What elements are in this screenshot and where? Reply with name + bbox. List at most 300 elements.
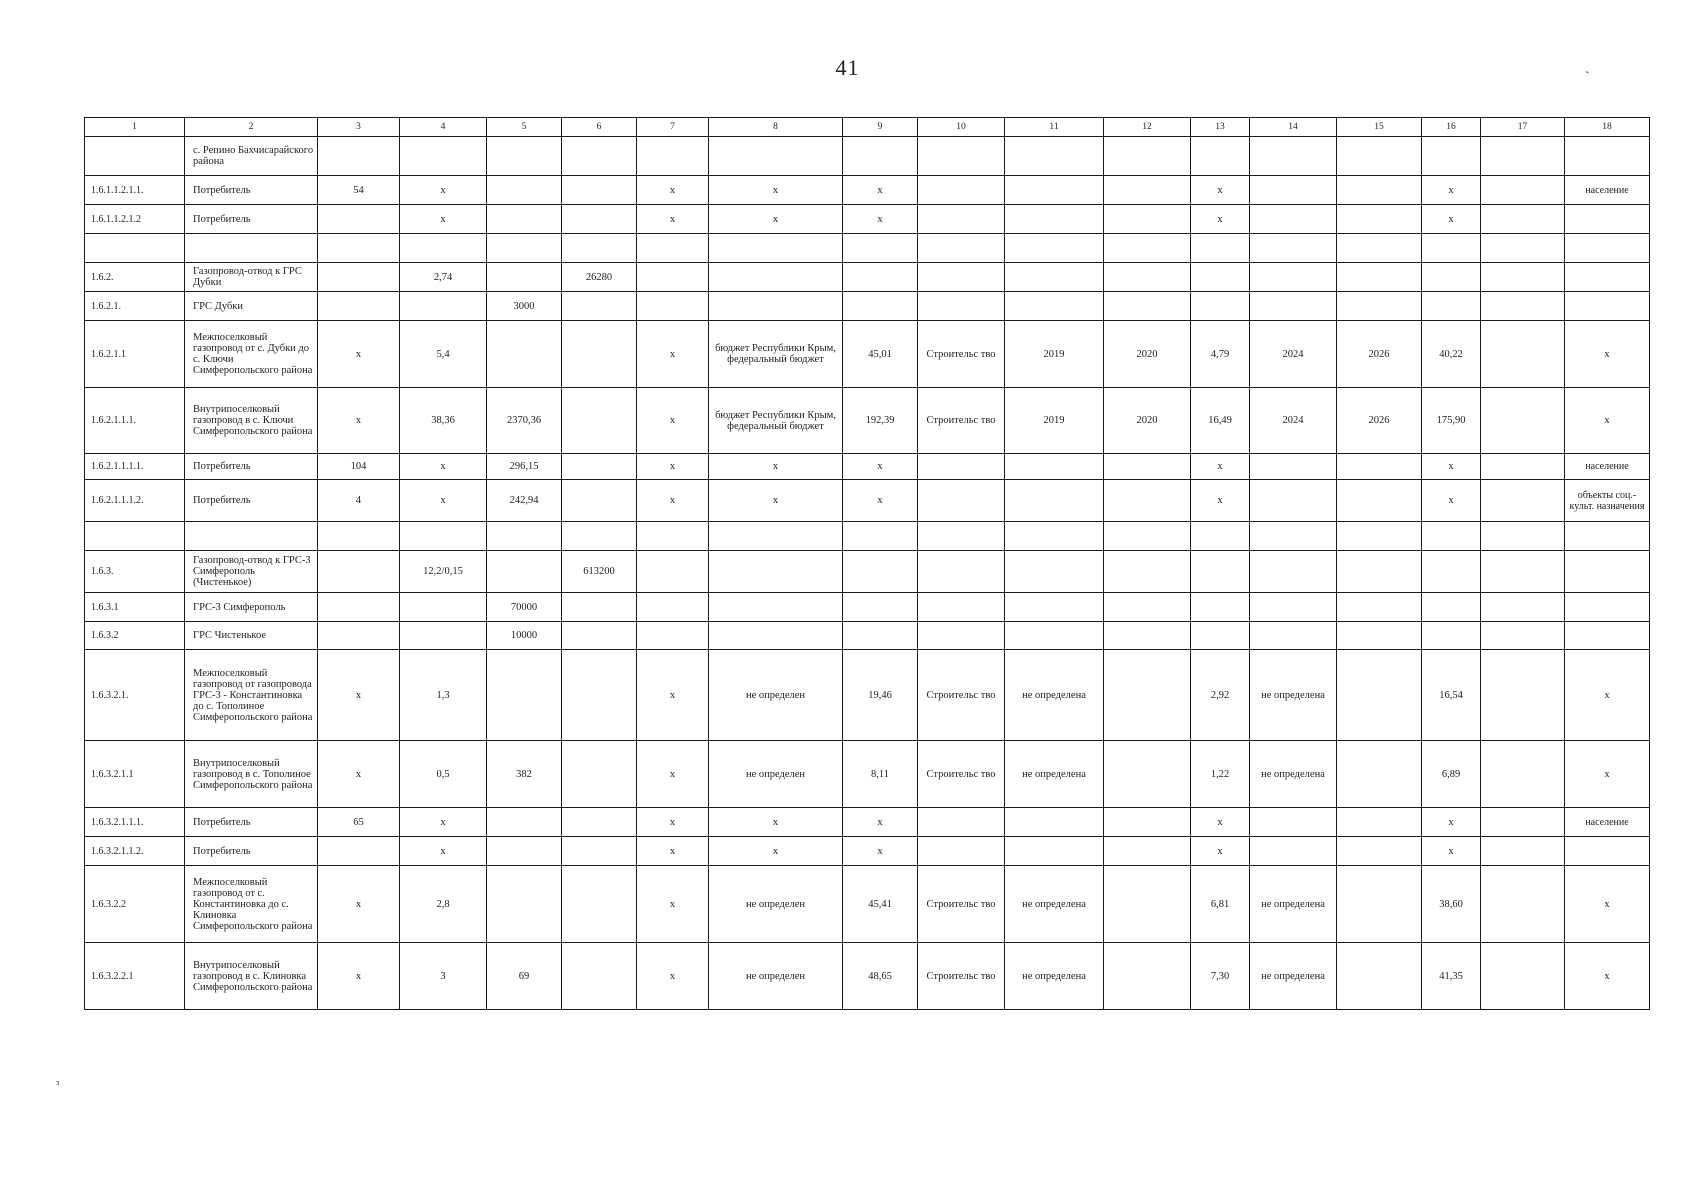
table-cell-col-17 <box>1481 622 1565 650</box>
table-cell-col-13: 16,49 <box>1191 388 1250 454</box>
table-cell-col-10 <box>918 480 1005 522</box>
table-cell-col-2 <box>185 522 318 551</box>
table-cell-col-9: x <box>843 808 918 837</box>
table-cell-col-15 <box>1337 234 1422 263</box>
table-cell-col-11 <box>1005 480 1104 522</box>
table-cell-col-10: Строительс тво <box>918 650 1005 741</box>
table-cell-col-7 <box>637 622 709 650</box>
table-cell-col-13 <box>1191 551 1250 593</box>
table-cell-col-8: x <box>709 480 843 522</box>
table-cell-col-13: x <box>1191 808 1250 837</box>
table-cell-col-4: x <box>400 205 487 234</box>
table-cell-col-17 <box>1481 741 1565 808</box>
table-cell-col-12 <box>1104 593 1191 622</box>
table-row <box>85 205 1650 234</box>
table-cell-col-18 <box>1565 292 1650 321</box>
table-cell-col-8 <box>709 522 843 551</box>
table-cell-col-1: 1.6.3.2.1.1.1. <box>85 808 185 837</box>
column-header-7: 7 <box>637 118 709 137</box>
table-cell-col-4: 2,74 <box>400 263 487 292</box>
table-cell-col-17 <box>1481 263 1565 292</box>
table-cell-col-9: 45,01 <box>843 321 918 388</box>
table-cell-col-13: x <box>1191 176 1250 205</box>
table-cell-col-16 <box>1422 522 1481 551</box>
table-cell-col-17 <box>1481 593 1565 622</box>
table-cell-col-10: Строительс тво <box>918 741 1005 808</box>
column-header-9: 9 <box>843 118 918 137</box>
table-cell-col-16: x <box>1422 808 1481 837</box>
table-cell-col-3 <box>318 234 400 263</box>
table-cell-col-16 <box>1422 622 1481 650</box>
table-cell-col-17 <box>1481 205 1565 234</box>
table-cell-col-4 <box>400 292 487 321</box>
table-cell-col-3: x <box>318 866 400 943</box>
table-cell-col-18 <box>1565 263 1650 292</box>
table-cell-col-10: Строительс тво <box>918 866 1005 943</box>
table-cell-col-1: 1.6.3.2 <box>85 622 185 650</box>
table-cell-col-10 <box>918 808 1005 837</box>
table-cell-col-16: x <box>1422 454 1481 480</box>
table-row <box>85 837 1650 866</box>
table-cell-col-11: не определена <box>1005 650 1104 741</box>
table-cell-col-5 <box>487 866 562 943</box>
table-cell-col-11 <box>1005 234 1104 263</box>
table-cell-col-8: не определен <box>709 741 843 808</box>
table-cell-col-14: не определена <box>1250 943 1337 1010</box>
table-cell-col-2: Внутрипоселковый газопровод в с. Ключи Симферопольского района <box>185 388 318 454</box>
table-cell-col-11 <box>1005 551 1104 593</box>
table-cell-col-3: x <box>318 321 400 388</box>
table-cell-col-9 <box>843 292 918 321</box>
table-cell-col-15 <box>1337 137 1422 176</box>
table-cell-col-13: 4,79 <box>1191 321 1250 388</box>
table-cell-col-5: 69 <box>487 943 562 1010</box>
table-cell-col-11 <box>1005 454 1104 480</box>
table-cell-col-13 <box>1191 137 1250 176</box>
table-cell-col-3: 104 <box>318 454 400 480</box>
table-cell-col-4: 3 <box>400 943 487 1010</box>
table-cell-col-1: 1.6.2.1. <box>85 292 185 321</box>
table-cell-col-12 <box>1104 263 1191 292</box>
table-cell-col-3: x <box>318 388 400 454</box>
table-cell-col-8 <box>709 292 843 321</box>
table-cell-col-8 <box>709 263 843 292</box>
table-cell-col-14 <box>1250 808 1337 837</box>
table-cell-col-11: 2019 <box>1005 388 1104 454</box>
table-cell-col-7: x <box>637 321 709 388</box>
table-cell-col-17 <box>1481 866 1565 943</box>
table-cell-col-10 <box>918 137 1005 176</box>
table-cell-col-16 <box>1422 551 1481 593</box>
table-cell-col-6 <box>562 176 637 205</box>
table-cell-col-7: x <box>637 741 709 808</box>
table-cell-col-11 <box>1005 137 1104 176</box>
table-row <box>85 741 1650 808</box>
table-cell-col-18: население <box>1565 176 1650 205</box>
table-cell-col-8: x <box>709 454 843 480</box>
table-cell-col-11 <box>1005 292 1104 321</box>
table-cell-col-14 <box>1250 137 1337 176</box>
table-row <box>85 943 1650 1010</box>
table-cell-col-7: x <box>637 808 709 837</box>
table-cell-col-9: 48,65 <box>843 943 918 1010</box>
table-cell-col-16: 40,22 <box>1422 321 1481 388</box>
table-cell-col-9 <box>843 137 918 176</box>
table-cell-col-13 <box>1191 263 1250 292</box>
table-cell-col-15 <box>1337 454 1422 480</box>
table-row <box>85 522 1650 551</box>
table-cell-col-10 <box>918 837 1005 866</box>
table-cell-col-5: 10000 <box>487 622 562 650</box>
table-cell-col-16: x <box>1422 837 1481 866</box>
table-cell-col-3 <box>318 551 400 593</box>
table-cell-col-7 <box>637 263 709 292</box>
table-cell-col-13 <box>1191 593 1250 622</box>
table-cell-col-3: 4 <box>318 480 400 522</box>
table-cell-col-11 <box>1005 837 1104 866</box>
table-cell-col-15 <box>1337 650 1422 741</box>
table-cell-col-5 <box>487 176 562 205</box>
table-cell-col-15 <box>1337 866 1422 943</box>
table-cell-col-14 <box>1250 837 1337 866</box>
table-cell-col-16: x <box>1422 480 1481 522</box>
table-cell-col-2: Потребитель <box>185 808 318 837</box>
table-cell-col-3: x <box>318 741 400 808</box>
table-cell-col-5: 70000 <box>487 593 562 622</box>
table-cell-col-14: не определена <box>1250 741 1337 808</box>
header-row <box>85 118 1650 137</box>
table-row <box>85 176 1650 205</box>
table-cell-col-13: x <box>1191 480 1250 522</box>
table-cell-col-7: x <box>637 866 709 943</box>
table-cell-col-1: 1.6.2. <box>85 263 185 292</box>
table-cell-col-2: Межпоселковый газопровод от газопровода ГРС-3 - Константиновка до с. Тополиное Симферопольского района <box>185 650 318 741</box>
table-cell-col-3 <box>318 522 400 551</box>
table-cell-col-13 <box>1191 522 1250 551</box>
table-cell-col-16: 175,90 <box>1422 388 1481 454</box>
table-cell-col-6 <box>562 622 637 650</box>
table-cell-col-12 <box>1104 808 1191 837</box>
table-cell-col-11: не определена <box>1005 943 1104 1010</box>
table-cell-col-5 <box>487 551 562 593</box>
table-cell-col-10: Строительс тво <box>918 388 1005 454</box>
table-cell-col-3 <box>318 292 400 321</box>
table-cell-col-11 <box>1005 205 1104 234</box>
table-cell-col-15 <box>1337 205 1422 234</box>
table-cell-col-10 <box>918 263 1005 292</box>
column-header-16: 16 <box>1422 118 1481 137</box>
table-cell-col-14 <box>1250 480 1337 522</box>
table-cell-col-18 <box>1565 593 1650 622</box>
table-cell-col-5 <box>487 650 562 741</box>
column-header-6: 6 <box>562 118 637 137</box>
table-cell-col-7: x <box>637 650 709 741</box>
table-cell-col-8 <box>709 593 843 622</box>
table-cell-col-5: 382 <box>487 741 562 808</box>
table-cell-col-7 <box>637 137 709 176</box>
table-cell-col-4 <box>400 137 487 176</box>
table-cell-col-6 <box>562 292 637 321</box>
table-cell-col-16: 38,60 <box>1422 866 1481 943</box>
table-cell-col-1: 1.6.1.1.2.1.2 <box>85 205 185 234</box>
table-cell-col-6 <box>562 741 637 808</box>
table-cell-col-12: 2020 <box>1104 321 1191 388</box>
table-cell-col-9 <box>843 551 918 593</box>
table-cell-col-14: не определена <box>1250 650 1337 741</box>
table-cell-col-18 <box>1565 234 1650 263</box>
table-cell-col-4 <box>400 622 487 650</box>
table-cell-col-2: Потребитель <box>185 176 318 205</box>
table-cell-col-3 <box>318 137 400 176</box>
table-cell-col-10 <box>918 234 1005 263</box>
table-cell-col-3 <box>318 263 400 292</box>
table-cell-col-9: 8,11 <box>843 741 918 808</box>
table-cell-col-5 <box>487 837 562 866</box>
table-row <box>85 321 1650 388</box>
table-cell-col-4: 0,5 <box>400 741 487 808</box>
table-cell-col-16: x <box>1422 176 1481 205</box>
table-cell-col-11 <box>1005 522 1104 551</box>
table-cell-col-13 <box>1191 292 1250 321</box>
table-cell-col-10 <box>918 454 1005 480</box>
table-cell-col-18 <box>1565 522 1650 551</box>
table-cell-col-7 <box>637 593 709 622</box>
table-cell-col-16 <box>1422 137 1481 176</box>
table-row <box>85 137 1650 176</box>
table-cell-col-8: не определен <box>709 650 843 741</box>
table-cell-col-2: Потребитель <box>185 837 318 866</box>
table-cell-col-1: 1.6.3.2.2 <box>85 866 185 943</box>
table-cell-col-5 <box>487 808 562 837</box>
table-cell-col-10 <box>918 205 1005 234</box>
table-cell-col-8: x <box>709 837 843 866</box>
table-cell-col-14 <box>1250 622 1337 650</box>
column-header-4: 4 <box>400 118 487 137</box>
table-cell-col-4 <box>400 593 487 622</box>
column-header-13: 13 <box>1191 118 1250 137</box>
table-cell-col-1: 1.6.1.1.2.1.1. <box>85 176 185 205</box>
table-cell-col-17 <box>1481 837 1565 866</box>
table-cell-col-15 <box>1337 741 1422 808</box>
table-cell-col-6 <box>562 943 637 1010</box>
table-cell-col-15: 2026 <box>1337 388 1422 454</box>
table-cell-col-13: 7,30 <box>1191 943 1250 1010</box>
table-cell-col-6 <box>562 321 637 388</box>
table-cell-col-5 <box>487 205 562 234</box>
table-cell-col-9: x <box>843 454 918 480</box>
table-cell-col-14 <box>1250 263 1337 292</box>
data-table <box>84 117 1650 1010</box>
table-cell-col-13 <box>1191 234 1250 263</box>
table-cell-col-9 <box>843 522 918 551</box>
table-row <box>85 593 1650 622</box>
table-cell-col-13: x <box>1191 205 1250 234</box>
table-cell-col-17 <box>1481 522 1565 551</box>
table-cell-col-18: x <box>1565 650 1650 741</box>
table-cell-col-17 <box>1481 137 1565 176</box>
table-cell-col-3 <box>318 622 400 650</box>
table-cell-col-12 <box>1104 943 1191 1010</box>
table-cell-col-6 <box>562 650 637 741</box>
corner-mark: ` <box>1585 70 1590 85</box>
table-cell-col-10: Строительс тво <box>918 943 1005 1010</box>
table-cell-col-15 <box>1337 263 1422 292</box>
table-cell-col-18: население <box>1565 808 1650 837</box>
table-cell-col-15 <box>1337 176 1422 205</box>
table-cell-col-4 <box>400 234 487 263</box>
table-cell-col-3: x <box>318 650 400 741</box>
table-cell-col-5 <box>487 137 562 176</box>
table-cell-col-7: x <box>637 480 709 522</box>
table-cell-col-14 <box>1250 292 1337 321</box>
table-cell-col-11: не определена <box>1005 741 1104 808</box>
table-cell-col-17 <box>1481 176 1565 205</box>
column-header-5: 5 <box>487 118 562 137</box>
table-cell-col-8 <box>709 622 843 650</box>
table-cell-col-1 <box>85 234 185 263</box>
table-cell-col-7 <box>637 292 709 321</box>
table-cell-col-6: 26280 <box>562 263 637 292</box>
table-cell-col-12 <box>1104 866 1191 943</box>
table-cell-col-8: не определен <box>709 943 843 1010</box>
table-cell-col-12 <box>1104 622 1191 650</box>
table-cell-col-3 <box>318 205 400 234</box>
table-cell-col-17 <box>1481 321 1565 388</box>
table-cell-col-9: x <box>843 176 918 205</box>
table-row <box>85 292 1650 321</box>
table-cell-col-7: x <box>637 837 709 866</box>
table-cell-col-17 <box>1481 454 1565 480</box>
table-cell-col-12 <box>1104 837 1191 866</box>
table-cell-col-11 <box>1005 808 1104 837</box>
table-cell-col-2: с. Репино Бахчисарайского района <box>185 137 318 176</box>
table-cell-col-16: x <box>1422 205 1481 234</box>
table-cell-col-7: x <box>637 943 709 1010</box>
table-cell-col-12 <box>1104 234 1191 263</box>
column-header-18: 18 <box>1565 118 1650 137</box>
table-row <box>85 866 1650 943</box>
table-cell-col-14 <box>1250 454 1337 480</box>
table-cell-col-17 <box>1481 650 1565 741</box>
table-cell-col-18: население <box>1565 454 1650 480</box>
table-cell-col-7: x <box>637 205 709 234</box>
table-cell-col-7: x <box>637 388 709 454</box>
table-cell-col-4: x <box>400 808 487 837</box>
table-cell-col-2: ГРС-3 Симферополь <box>185 593 318 622</box>
table-cell-col-5: 296,15 <box>487 454 562 480</box>
table-cell-col-3 <box>318 837 400 866</box>
table-cell-col-12 <box>1104 551 1191 593</box>
table-cell-col-1: 1.6.3. <box>85 551 185 593</box>
table-cell-col-11 <box>1005 263 1104 292</box>
table-cell-col-12 <box>1104 176 1191 205</box>
table-cell-col-9: 192,39 <box>843 388 918 454</box>
table-cell-col-8: не определен <box>709 866 843 943</box>
table-cell-col-15: 2026 <box>1337 321 1422 388</box>
table-cell-col-15 <box>1337 480 1422 522</box>
table-cell-col-18 <box>1565 551 1650 593</box>
table-cell-col-15 <box>1337 551 1422 593</box>
table-cell-col-9: 45,41 <box>843 866 918 943</box>
table-cell-col-11: 2019 <box>1005 321 1104 388</box>
table-cell-col-4: x <box>400 454 487 480</box>
table-cell-col-3: 65 <box>318 808 400 837</box>
table-cell-col-16 <box>1422 263 1481 292</box>
table-cell-col-6 <box>562 388 637 454</box>
table-cell-col-17 <box>1481 808 1565 837</box>
table-cell-col-2: ГРС Дубки <box>185 292 318 321</box>
table-cell-col-18 <box>1565 137 1650 176</box>
table-cell-col-6 <box>562 234 637 263</box>
table-cell-col-3: 54 <box>318 176 400 205</box>
table-cell-col-5 <box>487 522 562 551</box>
page-number: 41 <box>835 55 860 80</box>
table-row <box>85 480 1650 522</box>
table-cell-col-4: 2,8 <box>400 866 487 943</box>
table-cell-col-2: Газопровод-отвод к ГРС-3 Симферополь (Чистенькое) <box>185 551 318 593</box>
column-header-2: 2 <box>185 118 318 137</box>
table-cell-col-15 <box>1337 593 1422 622</box>
table-cell-col-11 <box>1005 176 1104 205</box>
table-cell-col-13: 2,92 <box>1191 650 1250 741</box>
table-cell-col-18 <box>1565 837 1650 866</box>
table-cell-col-2: Газопровод-отвод к ГРС Дубки <box>185 263 318 292</box>
table-cell-col-18: x <box>1565 321 1650 388</box>
table-cell-col-14: не определена <box>1250 866 1337 943</box>
table-cell-col-12 <box>1104 205 1191 234</box>
column-header-1: 1 <box>85 118 185 137</box>
table-cell-col-9: x <box>843 837 918 866</box>
table-cell-col-15 <box>1337 837 1422 866</box>
table-cell-col-11: не определена <box>1005 866 1104 943</box>
margin-mark: з <box>56 1078 60 1087</box>
table-cell-col-14: 2024 <box>1250 321 1337 388</box>
table-cell-col-7 <box>637 551 709 593</box>
table-cell-col-14: 2024 <box>1250 388 1337 454</box>
table-cell-col-13: 1,22 <box>1191 741 1250 808</box>
table-cell-col-16: 16,54 <box>1422 650 1481 741</box>
table-cell-col-10 <box>918 622 1005 650</box>
table-cell-col-2: Потребитель <box>185 454 318 480</box>
table-cell-col-6 <box>562 205 637 234</box>
table-cell-col-6 <box>562 837 637 866</box>
table-cell-col-9 <box>843 593 918 622</box>
table-cell-col-10 <box>918 593 1005 622</box>
table-cell-col-13: 6,81 <box>1191 866 1250 943</box>
table-cell-col-2: Внутрипоселковый газопровод в с. Клиновка Симферопольского района <box>185 943 318 1010</box>
table-cell-col-9 <box>843 234 918 263</box>
table-cell-col-5 <box>487 263 562 292</box>
table-cell-col-12 <box>1104 454 1191 480</box>
table-cell-col-18: x <box>1565 741 1650 808</box>
table-row <box>85 622 1650 650</box>
table-cell-col-14 <box>1250 551 1337 593</box>
table-row <box>85 388 1650 454</box>
table-cell-col-1: 1.6.2.1.1.1.2. <box>85 480 185 522</box>
table-cell-col-1: 1.6.3.2.1.1 <box>85 741 185 808</box>
table-cell-col-13 <box>1191 622 1250 650</box>
table-cell-col-15 <box>1337 522 1422 551</box>
table-cell-col-15 <box>1337 622 1422 650</box>
table-row <box>85 263 1650 292</box>
table-cell-col-8: x <box>709 205 843 234</box>
table-row <box>85 454 1650 480</box>
table-cell-col-4: 5,4 <box>400 321 487 388</box>
table-cell-col-14 <box>1250 234 1337 263</box>
column-header-12: 12 <box>1104 118 1191 137</box>
table-cell-col-1: 1.6.3.2.2.1 <box>85 943 185 1010</box>
table-cell-col-2: Внутрипоселковый газопровод в с. Тополиное Симферопольского района <box>185 741 318 808</box>
